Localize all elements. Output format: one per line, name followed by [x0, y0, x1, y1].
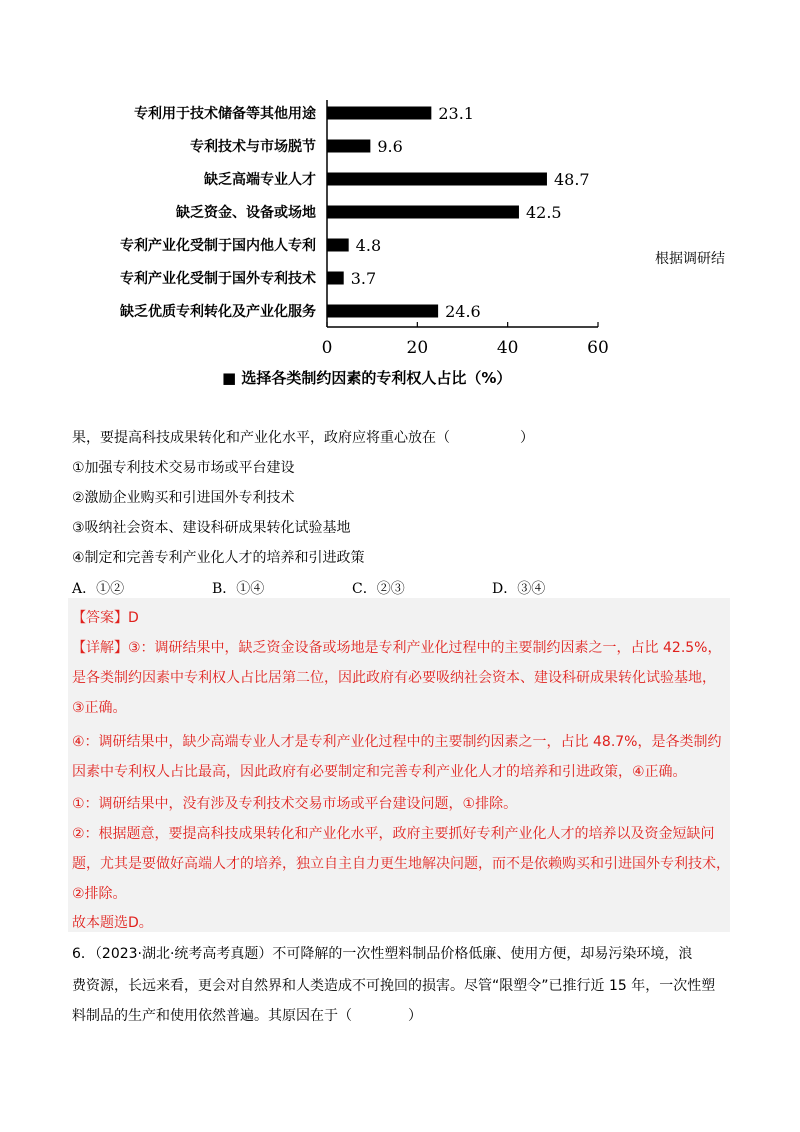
explanation-line: ④：调研结果中，缺少高端专业人才是专利产业化过程中的主要制约因素之一，占比 48.7%，是各类制约 [72, 734, 722, 750]
question-stem: 果，要提高科技成果转化和产业化水平，政府应将重心放在（ ） [72, 430, 534, 446]
bar [327, 305, 438, 318]
explanation-line: ②排除。 [72, 886, 127, 902]
statement-2: ②激励企业购买和引进国外专利技术 [72, 490, 295, 506]
value-label: 9.6 [377, 137, 403, 156]
value-label: 48.7 [553, 170, 590, 189]
bar [327, 140, 370, 153]
option-d[interactable]: D．③④ [492, 581, 546, 597]
option-a[interactable]: A．①② [72, 581, 125, 597]
bar [327, 173, 547, 186]
explanation-line: 【详解】③：调研结果中，缺乏资金设备或场地是专利产业化过程中的主要制约因素之一，占比 42.5%， [72, 640, 722, 656]
side-note: 根据调研结 [655, 251, 725, 267]
explanation-line: ②：根据题意，要提高科技成果转化和产业化水平，政府主要抓好专利产业化人才的培养以及资金短缺问 [72, 826, 715, 842]
bar [327, 206, 519, 219]
category-label: 专利产业化受制于国外专利技术 [120, 271, 316, 287]
option-c[interactable]: C．②③ [352, 581, 405, 597]
question6-line: 料制品的生产和使用依然普遍。其原因在于（ ） [72, 1008, 422, 1024]
value-label: 24.6 [445, 302, 481, 321]
category-label: 缺乏优质专利转化及产业化服务 [120, 304, 316, 320]
bar [327, 107, 431, 120]
value-label: 23.1 [438, 104, 474, 123]
final-answer: 故本题选D。 [72, 915, 153, 931]
answer-label: 【答案】D [72, 610, 139, 626]
explanation-line: ③正确。 [72, 700, 127, 716]
chart-legend: ■ 选择各类制约因素的专利权人占比（%） [222, 369, 512, 387]
category-label: 专利技术与市场脱节 [190, 139, 316, 155]
category-label: 缺乏资金、设备或场地 [176, 205, 316, 221]
value-label: 42.5 [525, 203, 562, 222]
bar-chart [0, 0, 800, 400]
explanation-line: 是各类制约因素中专利权人占比居第二位，因此政府有必要吸纳社会资本、建设科研成果转化试验基地， [72, 670, 716, 686]
value-label: 3.7 [350, 269, 377, 288]
value-label: 4.8 [355, 236, 382, 255]
category-label: 专利产业化受制于国内他人专利 [120, 238, 316, 254]
question6-line: 6．（2023·湖北·统考高考真题）不可降解的一次性塑料制品价格低廉、使用方便，却易污染环境，浪 [72, 946, 693, 962]
statement-1: ①加强专利技术交易市场或平台建设 [72, 460, 295, 476]
explanation-line: 因素中专利权人占比最高，因此政府有必要制定和完善专利产业化人才的培养和引进政策，④正确。 [72, 764, 687, 780]
statement-3: ③吸纳社会资本、建设科研成果转化试验基地 [72, 520, 351, 536]
x-tick-label: 40 [496, 338, 519, 358]
statement-4: ④制定和完善专利产业化人才的培养和引进政策 [72, 550, 365, 566]
bar [327, 272, 344, 285]
option-b[interactable]: B．①④ [212, 581, 265, 597]
x-tick-label: 60 [587, 338, 609, 358]
bar [327, 239, 349, 252]
category-label: 缺乏高端专业人才 [204, 172, 316, 188]
category-label: 专利用于技术储备等其他用途 [134, 106, 316, 122]
explanation-line: 题，尤其是要做好高端人才的培养，独立自主自力更生地解决问题，而不是依赖购买和引进国外专利技术， [72, 856, 730, 872]
x-tick-label: 20 [406, 338, 429, 358]
question6-line: 费资源，长远来看，更会对自然界和人类造成不可挽回的损害。尽管“限塑令”已推行近 15 年，一次性塑 [72, 978, 716, 994]
x-tick-label: 0 [321, 338, 333, 358]
explanation-line: ①：调研结果中，没有涉及专利技术交易市场或平台建设问题，①排除。 [72, 796, 518, 812]
category-labels [120, 105, 316, 320]
